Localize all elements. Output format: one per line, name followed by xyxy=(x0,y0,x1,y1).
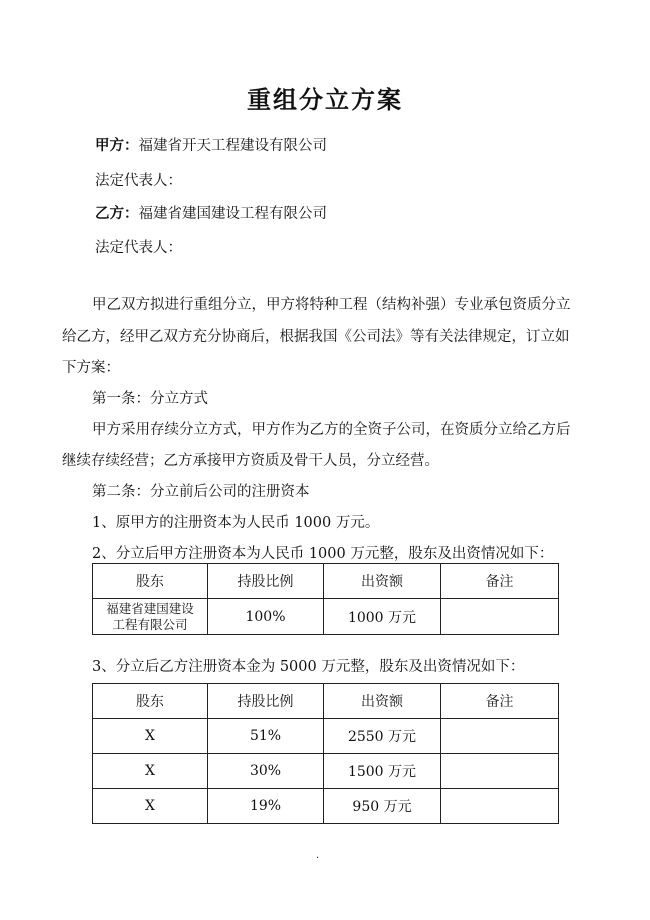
shareholder-cell: X xyxy=(93,789,208,824)
party-a-line xyxy=(95,134,327,155)
article1-line-1: 甲方采用存续分立方式，甲方作为乙方的全资子公司，在资质分立给乙方后 xyxy=(92,422,571,438)
party-a-name: 福建省开天工程建设有限公司 xyxy=(138,138,327,154)
shareholder-cell xyxy=(93,599,208,635)
shareholder-name-line2: 工程有限公司 xyxy=(112,616,188,632)
article2-item-3: 3、分立后乙方注册资本金为 5000 万元整，股东及出资情况如下： xyxy=(92,659,525,675)
party-a-label: 甲方： xyxy=(95,138,139,154)
column-header: 出资额 xyxy=(324,564,441,599)
shareholder-cell: X xyxy=(93,719,208,754)
article2-heading: 第二条：分立前后公司的注册资本 xyxy=(92,484,310,500)
intro-line-1: 甲乙双方拟进行重组分立，甲方将特种工程（结构补强）专业承包资质分立 xyxy=(92,297,571,313)
note-cell xyxy=(441,789,559,824)
amount-cell: 1500 万元 xyxy=(324,754,441,789)
page-footer-mark: . xyxy=(316,850,320,861)
column-header: 持股比例 xyxy=(208,684,324,719)
shareholder-name-line1: 福建省建国建设 xyxy=(106,600,194,616)
table-party-b-capital xyxy=(92,683,559,824)
table-row xyxy=(93,789,559,824)
ratio-cell: 19% xyxy=(208,789,324,824)
note-cell xyxy=(441,599,559,635)
column-header: 出资额 xyxy=(324,684,441,719)
note-cell xyxy=(441,754,559,789)
table-party-a-capital xyxy=(92,563,559,635)
column-header: 股东 xyxy=(93,684,208,719)
column-header: 备注 xyxy=(441,684,559,719)
intro-line-3: 下方案： xyxy=(62,360,120,376)
table-header-row xyxy=(93,564,559,599)
amount-cell: 950 万元 xyxy=(324,789,441,824)
party-b-label: 乙方： xyxy=(95,206,139,222)
table-row xyxy=(93,754,559,789)
party-b-name: 福建省建国建设工程有限公司 xyxy=(138,206,327,222)
column-header: 股东 xyxy=(93,564,208,599)
table-row xyxy=(93,719,559,754)
table-row xyxy=(93,599,559,635)
party-b-line xyxy=(95,202,327,223)
ratio-cell: 30% xyxy=(208,754,324,789)
article1-line-2: 继续存续经营；乙方承接甲方资质及骨干人员，分立经营。 xyxy=(62,453,439,469)
intro-line-2: 给乙方，经甲乙双方充分协商后，根据我国《公司法》等有关法律规定，订立如 xyxy=(62,329,570,345)
document-title: 重组分立方案 xyxy=(247,86,403,114)
table-header-row xyxy=(93,684,559,719)
article2-item-2: 2、分立后甲方注册资本为人民币 1000 万元整，股东及出资情况如下： xyxy=(92,546,554,562)
column-header: 持股比例 xyxy=(208,564,324,599)
article2-item-1: 1、原甲方的注册资本为人民币 1000 万元。 xyxy=(92,515,380,531)
amount-cell: 2550 万元 xyxy=(324,719,441,754)
article1-heading: 第一条：分立方式 xyxy=(92,391,208,407)
amount-cell: 1000 万元 xyxy=(324,599,441,635)
party-a-representative: 法定代表人： xyxy=(95,173,182,189)
party-b-representative: 法定代表人： xyxy=(95,240,182,256)
column-header: 备注 xyxy=(441,564,559,599)
ratio-cell: 51% xyxy=(208,719,324,754)
note-cell xyxy=(441,719,559,754)
shareholder-cell: X xyxy=(93,754,208,789)
ratio-cell: 100% xyxy=(208,599,324,635)
